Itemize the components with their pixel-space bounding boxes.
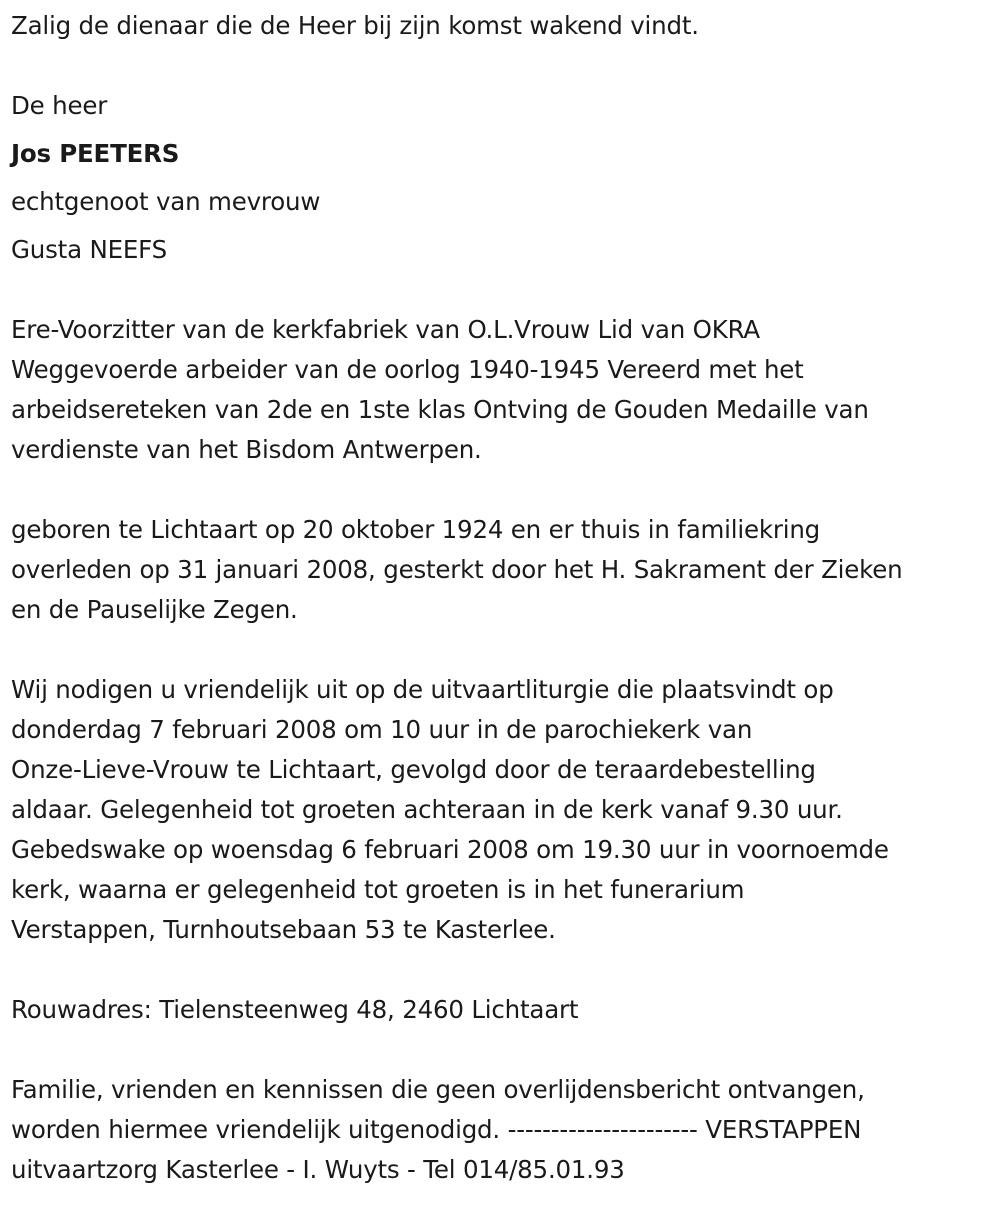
closing-line: Familie, vrienden en kennissen die geen overlijdensbericht ontvangen,: [11, 1075, 865, 1104]
funeral-line: aldaar. Gelegenheid tot groeten achteraan in de kerk vanaf 9.30 uur.: [11, 795, 843, 824]
motto: Zalig de dienaar die de Heer bij zijn komst wakend vindt.: [11, 11, 699, 40]
funeral-line: Wij nodigen u vriendelijk uit op de uitvaartliturgie die plaatsvindt op: [11, 675, 834, 704]
mourning-address: Rouwadres: Tielensteenweg 48, 2460 Lichtaart: [11, 995, 579, 1024]
honors-line: verdienste van het Bisdom Antwerpen.: [11, 435, 482, 464]
funeral-line: Gebedswake op woensdag 6 februari 2008 om 19.30 uur in voornoemde: [11, 835, 889, 864]
funeral-line: donderdag 7 februari 2008 om 10 uur in de parochiekerk van: [11, 715, 753, 744]
closing-line: worden hiermee vriendelijk uitgenodigd. ---------------------- VERSTAPPEN: [11, 1115, 862, 1144]
funeral-line: Verstappen, Turnhoutsebaan 53 te Kasterlee.: [11, 915, 556, 944]
honors-line: arbeidsereteken van 2de en 1ste klas Ontving de Gouden Medaille van: [11, 395, 869, 424]
closing-line: uitvaartzorg Kasterlee - I. Wuyts - Tel 014/85.01.93: [11, 1155, 625, 1184]
life-line: geboren te Lichtaart op 20 oktober 1924 en er thuis in familiekring: [11, 515, 821, 544]
salutation: De heer: [11, 91, 108, 120]
life-line: overleden op 31 januari 2008, gesterkt door het H. Sakrament der Zieken: [11, 555, 903, 584]
life-line: en de Pauselijke Zegen.: [11, 595, 298, 624]
funeral-line: Onze-Lieve-Vrouw te Lichtaart, gevolgd door de teraardebestelling: [11, 755, 816, 784]
spouse-label: echtgenoot van mevrouw: [11, 187, 321, 216]
funeral-line: kerk, waarna er gelegenheid tot groeten is in het funerarium: [11, 875, 745, 904]
deceased-name: Jos PEETERS: [11, 139, 180, 168]
honors-line: Ere-Voorzitter van de kerkfabriek van O.L.Vrouw Lid van OKRA: [11, 315, 760, 344]
spouse-name: Gusta NEEFS: [11, 235, 167, 264]
honors-line: Weggevoerde arbeider van de oorlog 1940-1945 Vereerd met het: [11, 355, 804, 384]
